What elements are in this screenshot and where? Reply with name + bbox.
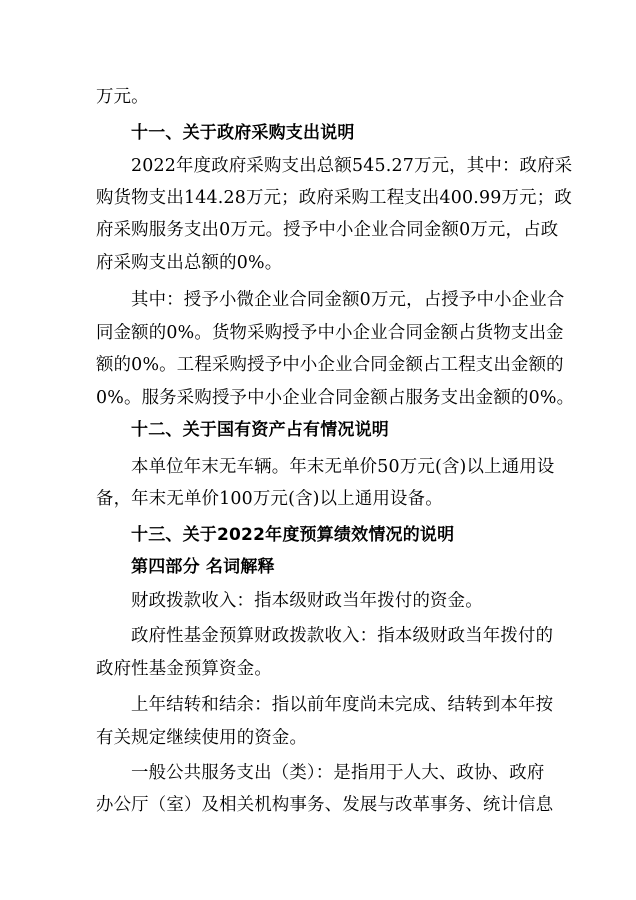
- paragraph-line: 政府性基金预算财政拨款收入：指本级财政当年拨付的: [131, 626, 554, 646]
- paragraph-line: 额的0%。工程采购授予中小企业合同金额占工程支出金额的: [96, 355, 564, 375]
- paragraph-line: 0%。服务采购授予中小企业合同金额占服务支出金额的0%。: [96, 388, 575, 408]
- paragraph-line: 同金额的0%。货物采购授予中小企业合同金额占货物支出金: [96, 323, 564, 343]
- paragraph-line: 2022年度政府采购支出总额545.27万元，其中：政府采: [131, 156, 573, 176]
- paragraph-line: 本单位年末无车辆。年末无单价50万元(含)以上通用设: [131, 457, 555, 477]
- part-heading-glossary: 第四部分 名词解释: [131, 557, 275, 577]
- paragraph-line: 备，年末无单价100万元(含)以上通用设备。: [96, 489, 443, 509]
- section-heading-state-assets: 十二、关于国有资产占有情况说明: [131, 420, 389, 440]
- paragraph-line: 万元。: [96, 87, 149, 107]
- paragraph-line: 办公厅（室）及相关机构事务、发展与改革事务、统计信息: [96, 795, 554, 815]
- paragraph-line: 有关规定继续使用的资金。: [96, 728, 308, 748]
- paragraph-line: 财政拨款收入：指本级财政当年拨付的资金。: [131, 591, 483, 611]
- paragraph-line: 上年结转和结余：指以前年度尚未完成、结转到本年按: [131, 695, 554, 715]
- paragraph-line: 其中：授予小微企业合同金额0万元，占授予中小企业合: [131, 290, 565, 310]
- paragraph-line: 一般公共服务支出（类）：是指用于人大、政协、政府: [131, 763, 545, 783]
- section-heading-procurement: 十一、关于政府采购支出说明: [131, 123, 355, 143]
- paragraph-line: 政府性基金预算资金。: [96, 659, 272, 679]
- paragraph-line: 购货物支出144.28万元；政府采购工程支出400.99万元；政: [96, 188, 572, 208]
- paragraph-line: 府采购支出总额的0%。: [96, 253, 283, 273]
- section-heading-performance: 十三、关于2022年度预算绩效情况的说明: [131, 525, 455, 545]
- paragraph-line: 府采购服务支出0万元。授予中小企业合同金额0万元，占政: [96, 220, 559, 240]
